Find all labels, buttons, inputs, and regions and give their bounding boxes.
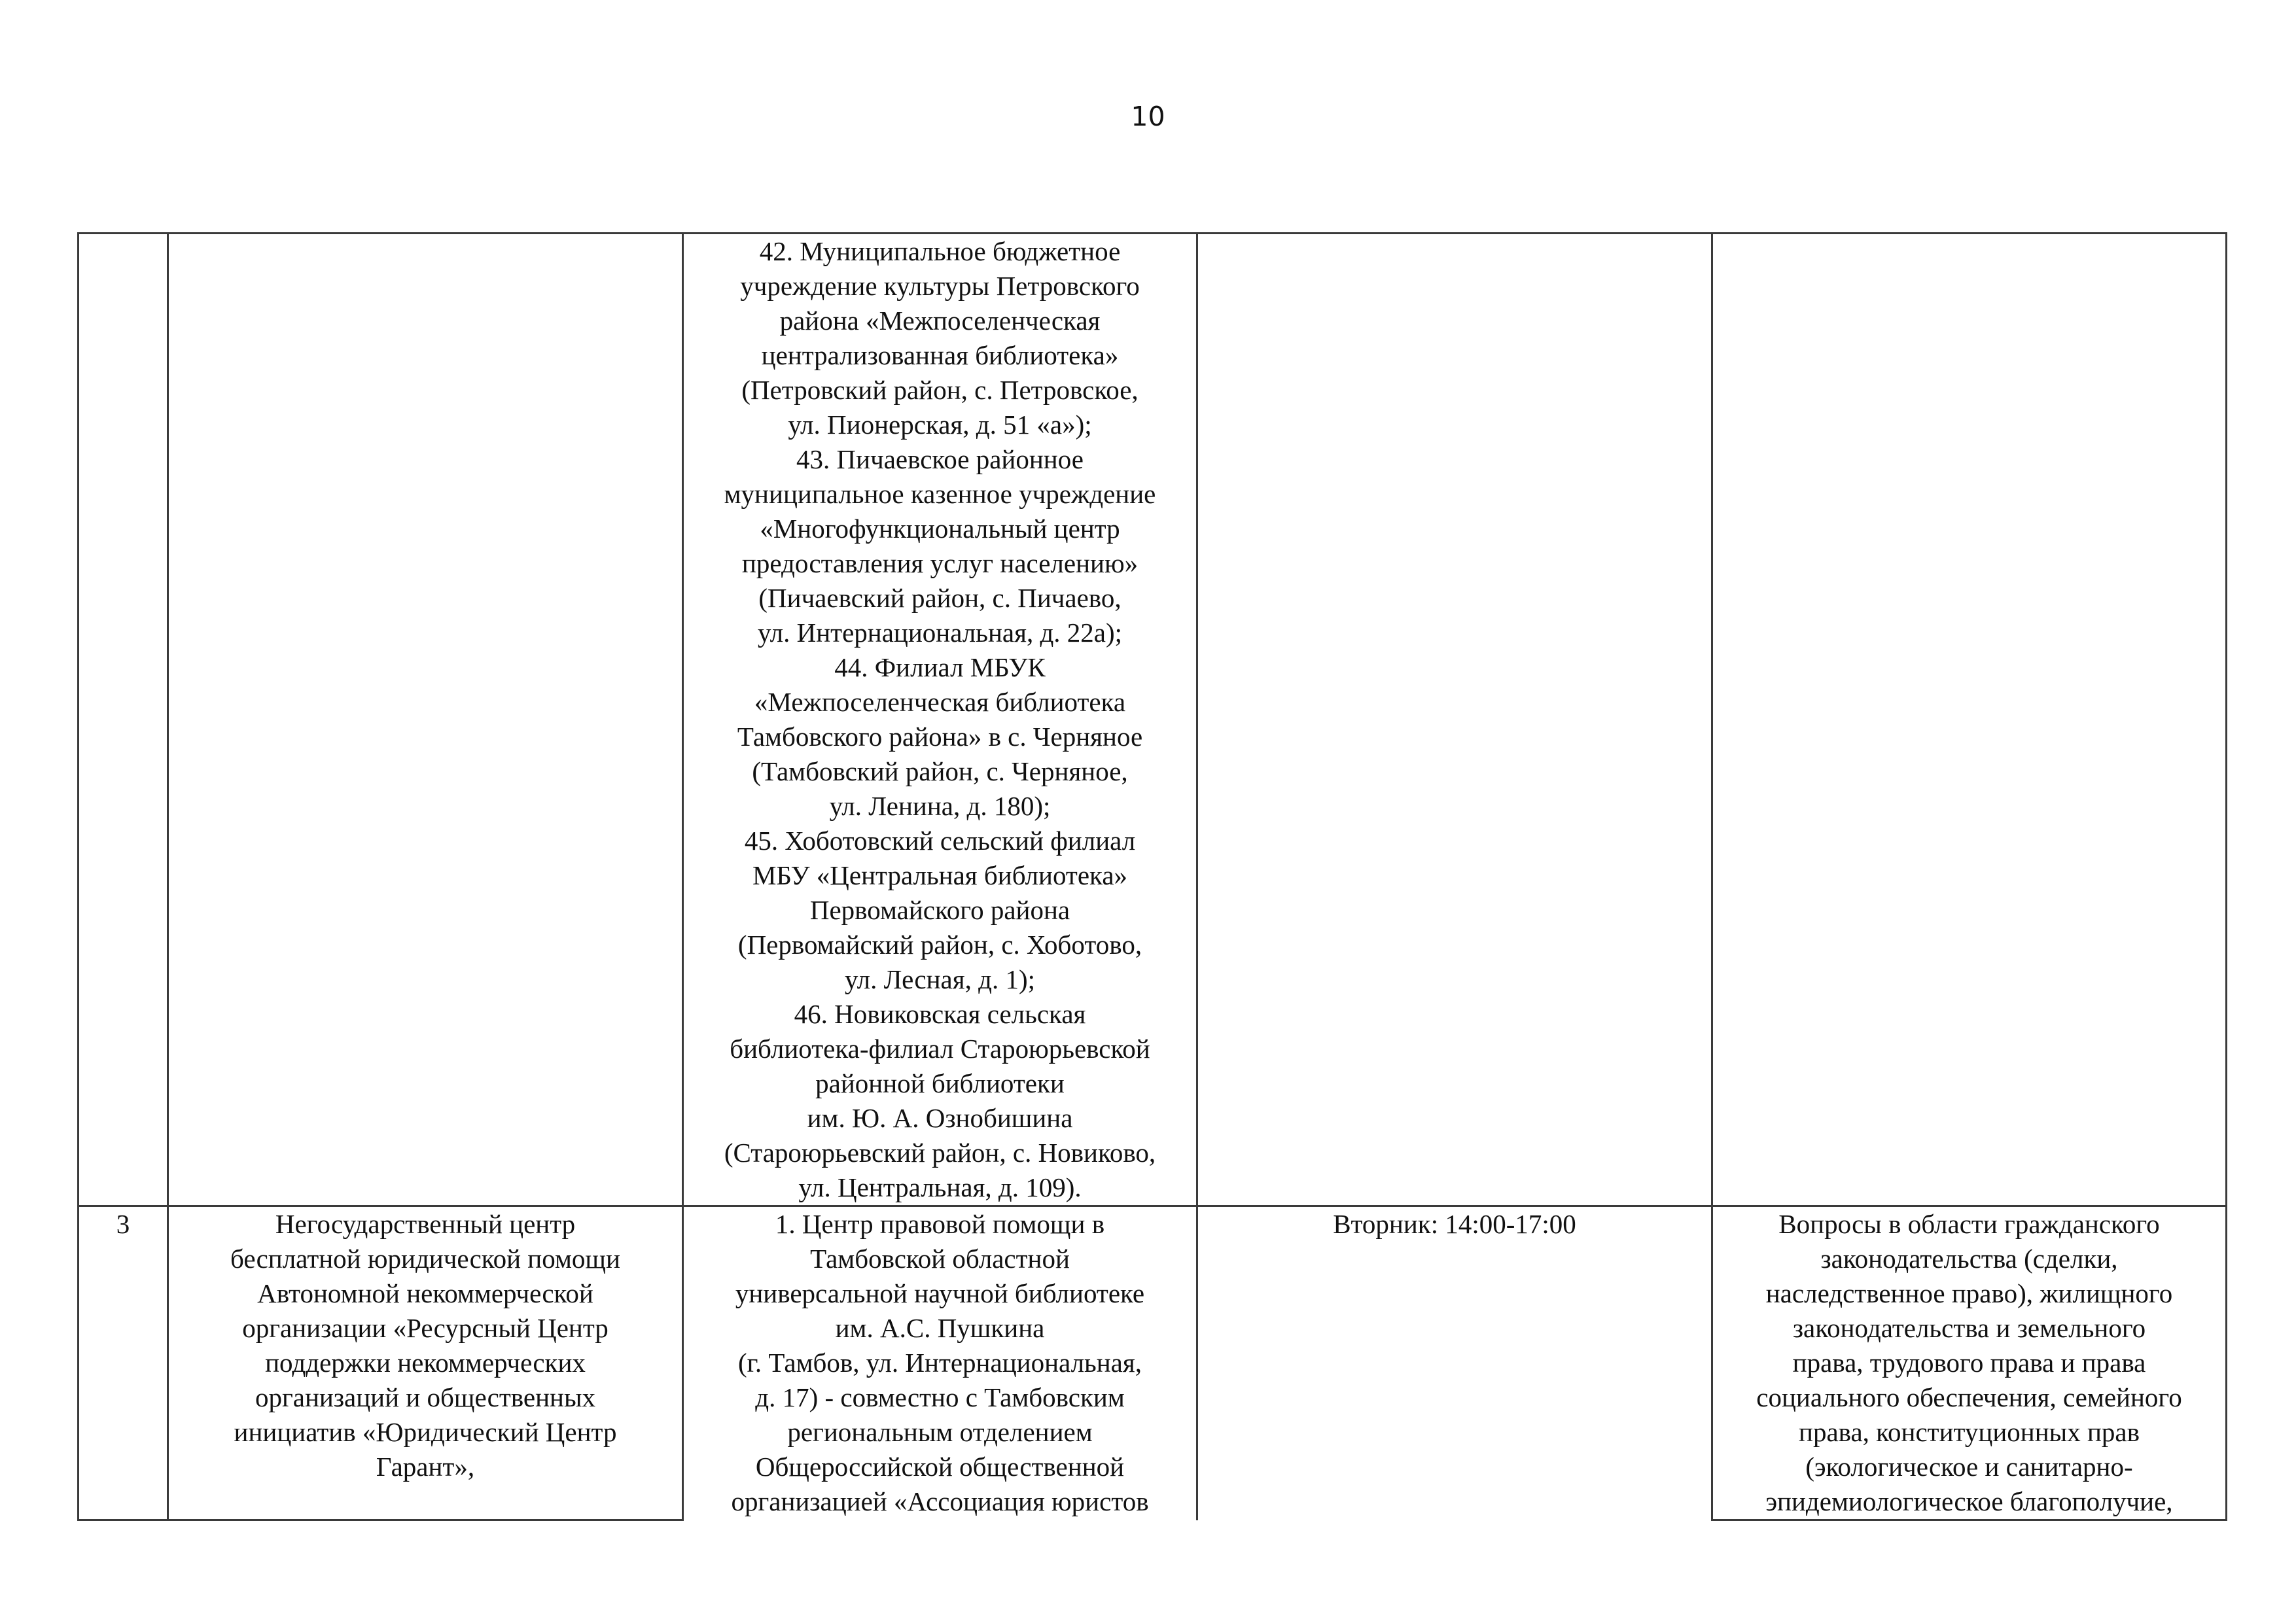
organization-cell — [168, 234, 683, 1206]
schedule-cell — [1197, 234, 1712, 1206]
topics-cell — [1712, 234, 2227, 1206]
page-number: 10 — [1131, 101, 1165, 132]
locations-cell: 42. Муниципальное бюджетное учреждение культуры Петровского района «Межпоселенческая централизованная библиотека» (Петровский район, с. Петровское, ул. Пионерская, д. 51 «а»); 43. Пичаевское районное муниципальное казенное учреждение «Многофункциональный центр предоставления услуг населению» (Пичаевский район, с. Пичаево, ул. Интернациональная, д. 22а); 44. Филиал МБУК «Межпоселенческая библиотека Тамбовского района» в с. Черняное (Тамбовский район, с. Черняное, ул. Ленина, д. 180); 45. Хоботовский сельский филиал МБУ «Центральная библиотека» Первомайского района (Первомайский район, с. Хоботово, ул. Лесная, д. 1); 46. Новиковская сельская библиотека-филиал Староюрьевской районной библиотеки им. Ю. А. Ознобишина (Староюрьевский район, с. Новиково, ул. Центральная, д. 109). — [683, 234, 1197, 1206]
table-row — [79, 1206, 2227, 1520]
schedule-cell: Вторник: 14:00-17:00 — [1197, 1206, 1712, 1520]
organization-cell: Негосударственный центр бесплатной юридической помощи Автономной некоммерческой организации «Ресурсный Центр поддержки некоммерческих организаций и общественных инициатив «Юридический Центр Гарант», — [168, 1206, 683, 1520]
topics-cell: Вопросы в области гражданского законодательства (сделки, наследственное право), жилищного законодательства и земельного права, трудового права и права социального обеспечения, семейного права, конституционных прав (экологическое и санитарно- эпидемиологическое благополучие, — [1712, 1206, 2227, 1520]
locations-cell: 1. Центр правовой помощи в Тамбовской областной универсальной научной библиотеке им. А.С. Пушкина (г. Тамбов, ул. Интернациональная, д. 17) - совместно с Тамбовским региональным отделением Общероссийской общественной организацией «Ассоциация юристов — [683, 1206, 1197, 1520]
row-number-cell — [79, 234, 168, 1206]
table-row — [79, 234, 2227, 1206]
row-number-cell: 3 — [79, 1206, 168, 1520]
legal-aid-table — [77, 232, 2227, 1521]
